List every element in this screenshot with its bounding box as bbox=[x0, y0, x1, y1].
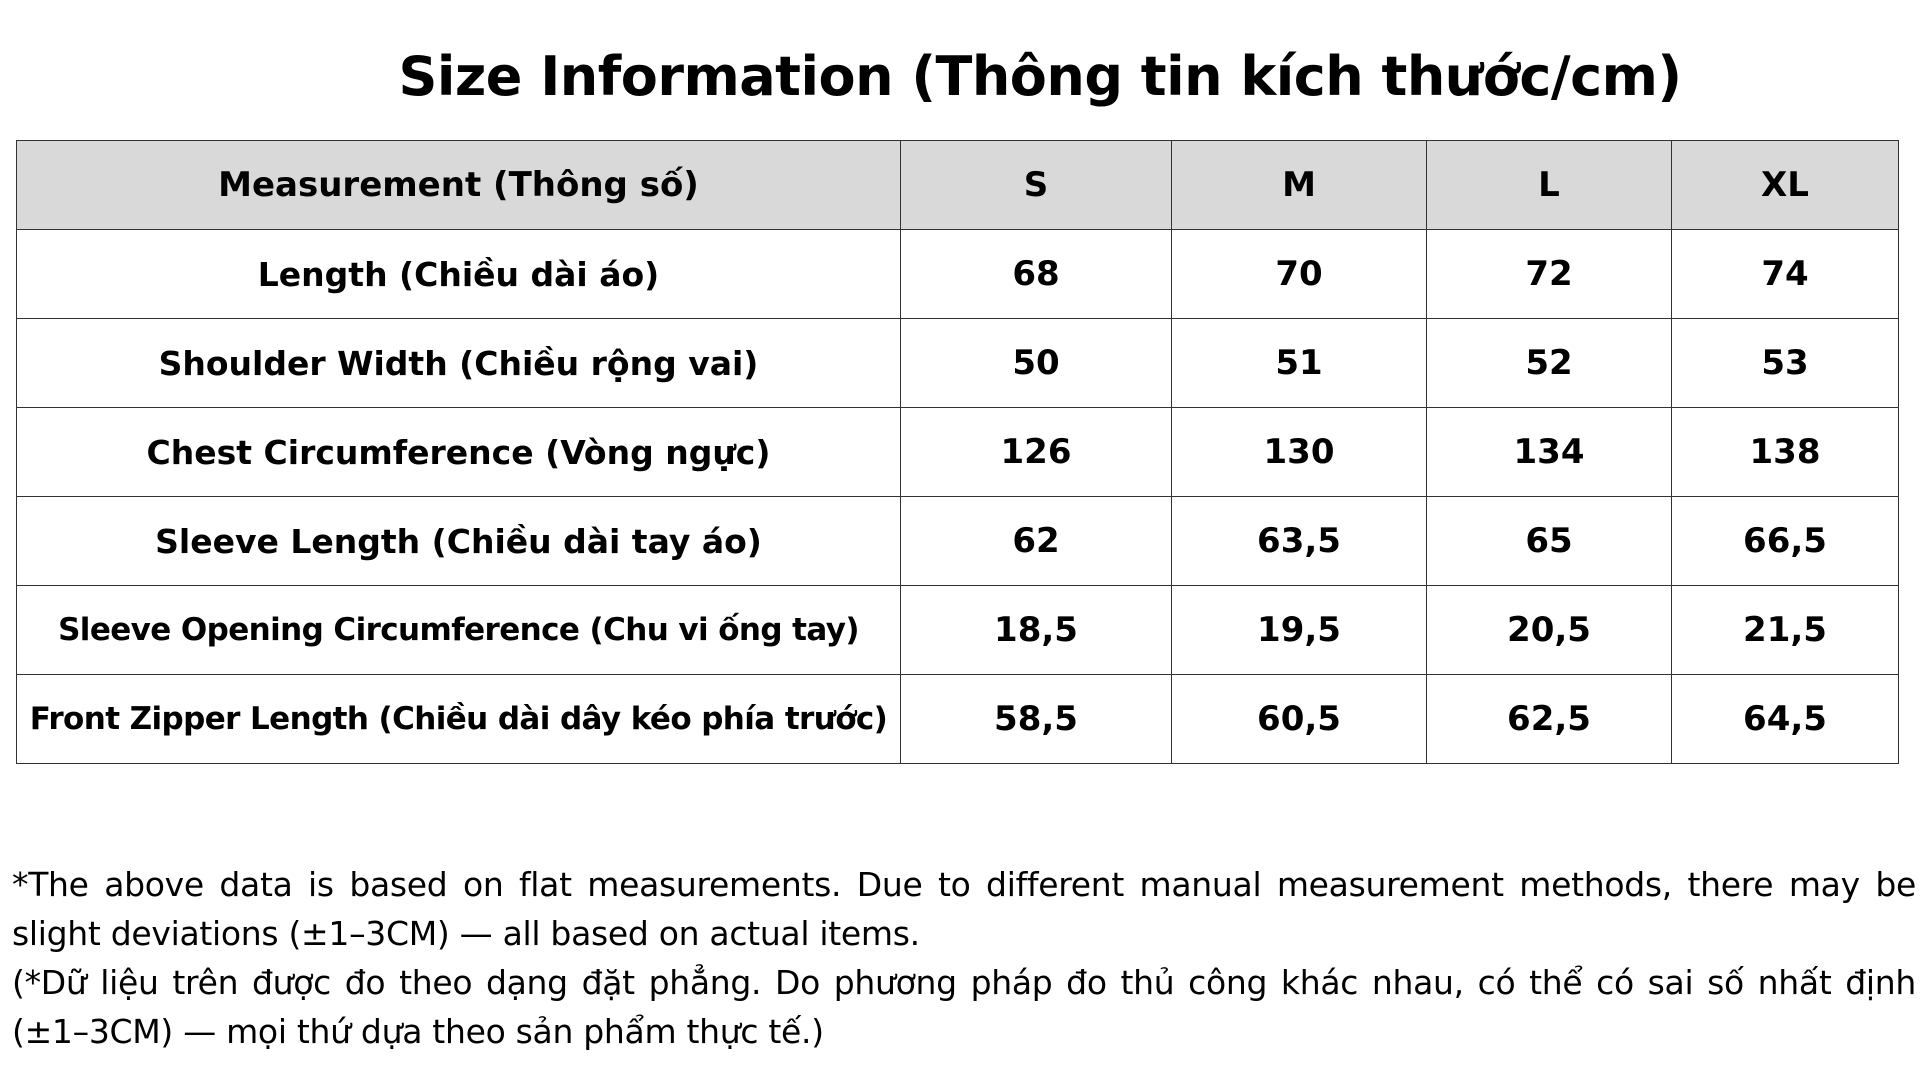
size-value: 62,5 bbox=[1427, 675, 1672, 764]
header-measurement: Measurement (Thông số) bbox=[17, 141, 901, 230]
measurement-note-english: *The above data is based on flat measurements. Due to different manual measurement methods, there may be slight deviations (±1–3CM) — all based on actual items. bbox=[12, 865, 1916, 953]
size-value: 65 bbox=[1427, 497, 1672, 586]
measurement-name: Shoulder Width (Chiều rộng vai) bbox=[17, 319, 901, 408]
table-row bbox=[17, 408, 1899, 497]
header-size-xl: XL bbox=[1672, 141, 1899, 230]
table-row bbox=[17, 497, 1899, 586]
size-value: 21,5 bbox=[1672, 586, 1899, 675]
size-value: 72 bbox=[1427, 230, 1672, 319]
page-title: Size Information (Thông tin kích thước/cm) bbox=[398, 45, 1682, 108]
size-value: 52 bbox=[1427, 319, 1672, 408]
size-value: 130 bbox=[1172, 408, 1427, 497]
size-value: 70 bbox=[1172, 230, 1427, 319]
size-value: 126 bbox=[901, 408, 1172, 497]
table-row bbox=[17, 586, 1899, 675]
size-value: 20,5 bbox=[1427, 586, 1672, 675]
size-value: 53 bbox=[1672, 319, 1899, 408]
table-row bbox=[17, 230, 1899, 319]
size-value: 68 bbox=[901, 230, 1172, 319]
size-value: 138 bbox=[1672, 408, 1899, 497]
measurement-name: Length (Chiều dài áo) bbox=[17, 230, 901, 319]
measurement-name: Sleeve Opening Circumference (Chu vi ống tay) bbox=[17, 586, 901, 675]
header-size-s: S bbox=[901, 141, 1172, 230]
size-value: 63,5 bbox=[1172, 497, 1427, 586]
size-value: 60,5 bbox=[1172, 675, 1427, 764]
size-value: 74 bbox=[1672, 230, 1899, 319]
table-row bbox=[17, 675, 1899, 764]
size-value: 66,5 bbox=[1672, 497, 1899, 586]
header-size-m: M bbox=[1172, 141, 1427, 230]
table-row bbox=[17, 319, 1899, 408]
size-value: 64,5 bbox=[1672, 675, 1899, 764]
size-value: 62 bbox=[901, 497, 1172, 586]
measurement-note-vietnamese: (*Dữ liệu trên được đo theo dạng đặt phẳng. Do phương pháp đo thủ công khác nhau, có thể có sai số nhất định (±1–3CM) — mọi thứ dựa theo sản phẩm thực tế.) bbox=[12, 963, 1916, 1051]
size-value: 51 bbox=[1172, 319, 1427, 408]
measurement-name: Sleeve Length (Chiều dài tay áo) bbox=[17, 497, 901, 586]
size-value: 58,5 bbox=[901, 675, 1172, 764]
size-value: 50 bbox=[901, 319, 1172, 408]
size-value: 19,5 bbox=[1172, 586, 1427, 675]
size-table bbox=[16, 140, 1899, 764]
measurement-name: Chest Circumference (Vòng ngực) bbox=[17, 408, 901, 497]
size-value: 134 bbox=[1427, 408, 1672, 497]
size-value: 18,5 bbox=[901, 586, 1172, 675]
measurement-name: Front Zipper Length (Chiều dài dây kéo phía trước) bbox=[17, 675, 901, 764]
header-size-l: L bbox=[1427, 141, 1672, 230]
table-header-row bbox=[17, 141, 1899, 230]
